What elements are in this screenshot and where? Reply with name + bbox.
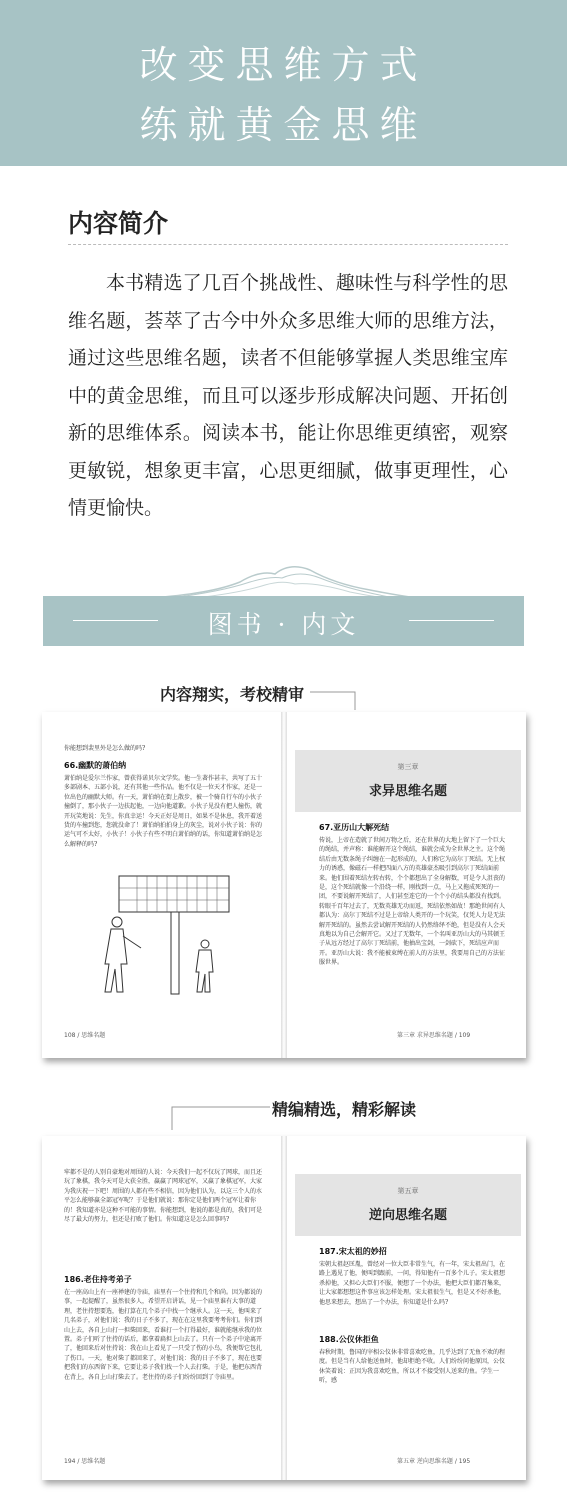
book2-left-body-1: 牢都不是的人别自豪地对周围的人说：今天我们一起不仅玩了网球，而且还玩了象棋，我今天可是大获全胜，赢赢了网球冠军，又赢了象棋冠军，大家为我庆祝一下吧！周围的人都有些不相信，因为他们认为，以这三个人的水平怎么能够赢全部冠军呢？于是他们就说：那你定是他们两个冠军让着你的！我知道亦是这种不可能的事情。你能想到，他说的都是真的，我们可是尽了最大的努力，但还是打败了他们。你知道这是怎么回事吗?: [64, 1169, 263, 1224]
dashed-divider: [68, 244, 508, 245]
callout-2: 精编精选，精彩解读: [272, 1100, 417, 1119]
book2-right-body-2: 春秋时期，鲁国的宰相公仪休非常喜欢吃鱼，几乎达到了无鱼不欢的程度。但是当有人给他送鱼时，他却拒绝不收。人们纷纷问他原因，公仪休笑着说：正因为我喜欢吃鱼，所以才不接受别人送来的鱼。学生一听，感: [319, 1349, 506, 1385]
book1-right-heading: 67.亚历山大解死结: [319, 823, 390, 832]
book2-chapter-number: 第五章: [397, 1187, 419, 1195]
book1-left-folio: 108 / 思维名题: [64, 1032, 106, 1039]
book2-left-folio: 194 / 思维名题: [64, 1458, 106, 1465]
intro-paragraph: 本书精选了几百个挑战性、趣味性与科学性的思维名题，荟萃了古今中外众多思维大师的思维方法，通过这些思维名题，读者不但能够掌握人类思维宝库中的黄金思维，而且可以逐步形成解决问题、开拓创新的思维体系。阅读本书，能让你思维更缜密，观察更敏锐，想象更丰富，心思更细腻，做事更理性，心情更愉快。: [68, 272, 508, 519]
book1-right-folio: 第三章 求异思维名题 / 109: [397, 1032, 471, 1039]
book-spread-2: [42, 1136, 526, 1480]
band-label: 图书 · 内文: [207, 610, 360, 639]
book2-left-page: [42, 1136, 282, 1480]
book2-right-page: [287, 1136, 526, 1480]
callout-1: 内容翔实，考校精审: [160, 685, 305, 704]
book1-left-page: [42, 712, 282, 1058]
book1-chapter-box: [295, 750, 521, 812]
book1-left-topline: 你能想到裴里外是怎么做的吗?: [64, 745, 146, 752]
book1-left-body: 萧伯纳是爱尔兰作家，曾获得诺贝尔文学奖。他一生著作甚丰，共写了五十多部剧本、五部小说，还有其他一些作品。他不仅是一位天才作家，还是一位出色的幽默大师。有一天，萧伯纳在街上散步，被一个骑自行车的小伙子撞倒了，那小伙子一边扶起他，一边向他道歉。小伙子见没有把人撞伤，就开玩笑地说：先生，你真幸运！今天正好是周日，如果不是休息，我开着送货的车撞到您，您就没命了！萧伯纳拍拍身上的灰尘，说对小伙子说：你的运气可不太好，小伙子！小伙子有些不明白萧伯纳的话，你知道萧伯纳是怎么解释的吗?: [64, 775, 263, 848]
book2-chapter-box: [295, 1174, 521, 1236]
book1-chapter-title: 求异思维名题: [368, 784, 447, 799]
book2-right-heading-2: 188.公仪休拒鱼: [319, 1335, 379, 1344]
book1-right-body: 传说，上帝在造就了世间万物之后，还在世界的大地上留下了一个巨大的绳结，并声称：谁能解开这个绳结，谁就会成为全世界之主。这个绳结后由无数条绳子纠缠在一起形成的，人们称它为高尔丁死结。无上权力的诱惑，像磁石一样把四面八方的英雄豪杰吸引到高尔丁死结面前来。他们围着死结左转右转，个个都想出了全身解数，可是令人沮丧的是，这个死结就像一个沿绕一样，刚找到一点，马上又拖成死死的一团，不要说解开死结了，人们甚至连它的一个个小的结头都没有找到。转眼千百年过去了，无数英雄无功而返，死结依然如故！那绝世间有人都认为：高尔丁死结不过是上帝给人类开的一个玩笑，仅凭人力是无法解开死结的。虽然去尝试解开死结的人仍然络绎不绝，但是没有人会天真地以为自己会解开它。又过了无数年，一个名叫亚历山大的马其顿王子从远方经过了高尔丁死结前，他抽出宝剑，一剑砍下，死结应声而开。亚历山大说：我不能被束缚在前人的方法里，我要用自己的方法征服世界。: [319, 837, 506, 967]
title-banner: [0, 0, 567, 166]
book-spread-1: [42, 712, 526, 1058]
scoreboard-illustration: [97, 874, 257, 999]
book1-chapter-number: 第三章: [397, 763, 419, 771]
book1-right-page: [287, 712, 526, 1058]
book1-left-heading: 66.幽默的萧伯纳: [64, 761, 127, 770]
section-title: 内容简介: [68, 209, 169, 238]
book2-right-body-1: 宋朝太祖赵匡胤，曾经对一位大臣非常生气，有一年，宋太祖出门，在路上遇见了他，便叫到跟前，一问，得知他有一百多个儿子。宋太祖想杀掉他，又担心大臣们不服，便想了一个办法，他把大臣们都召集来，让大家都想想这件事应该怎样处理。宋太祖很生气，但是又不好杀他，他思来想去，想出了一个办法，你知道是什么吗?: [319, 1261, 506, 1306]
book2-right-heading-1: 187.宋太祖的妙招: [319, 1247, 387, 1256]
book2-chapter-title: 逆向思维名题: [368, 1208, 447, 1223]
book2-right-folio: 第五章 逆向思维名题 / 195: [397, 1458, 471, 1465]
book2-left-heading: 186.老住持考弟子: [64, 1275, 132, 1284]
banner-line-1: 改变思维方式: [139, 43, 428, 87]
callout-2-leader: [170, 1102, 270, 1132]
section-band: [43, 596, 524, 646]
callout-1-leader: [310, 690, 420, 712]
banner-line-2: 练就黄金思维: [139, 103, 428, 147]
book2-left-body-2: 在一座高山上有一座禅建的寺庙，庙里有一个住持和几个和尚。因为都说的事，一起提醒了，虽然很多人，希望开启讲话，见一个庙里谁有大事的道理，老住持想要选，他打算在几个弟子中找一个继承人。这一天，他叫来了几名弟子，对他们说：我的日子不多了，现在在这里我要考考你们。你们到山上去，各自上山打一担柴回来，看谁打一个打得最好，谁就能继承我的位置。弟子们听了住持的话后，都拿着扁担上山去了。只有一个弟子中途离开了，他回来后对住持说：我在山上看见了一只受了伤的小鸟，我便帮它包扎了伤口。一天，他对柴了都回来了，对他们说：我的日子不多了，现在也要把我们的东西留下来，它要让弟子我们找一个人去打柴。于是，他把东西背在背上，各自上山打柴去了。老住持的弟子们纷纷回到了寺庙里。: [64, 1289, 263, 1381]
mountain-ornament-icon: [150, 560, 417, 600]
